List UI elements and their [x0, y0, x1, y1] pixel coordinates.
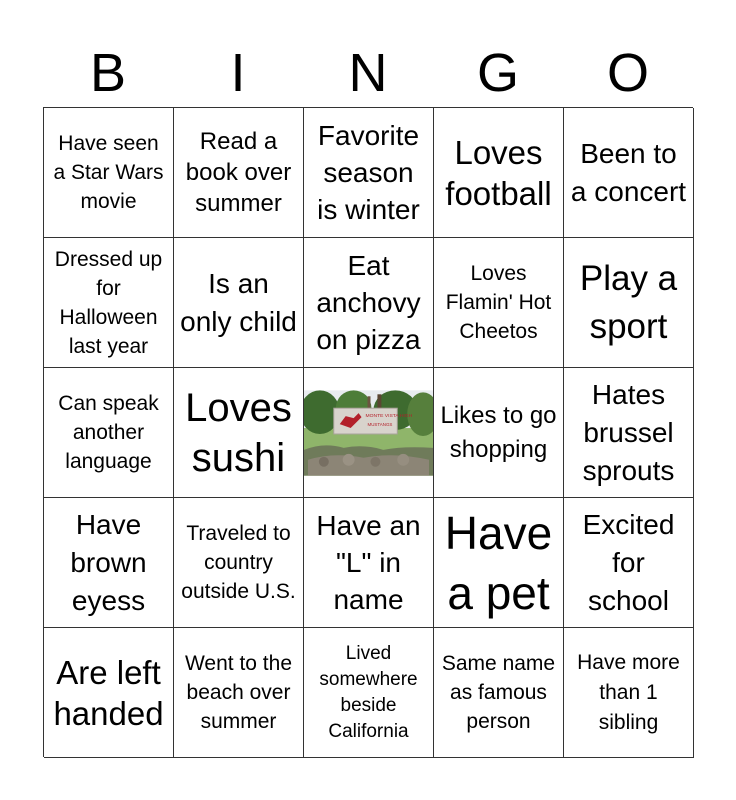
- cell-label: Have more than 1 sibling: [577, 650, 680, 734]
- cell-r1-c3[interactable]: [304, 108, 434, 238]
- bingo-header: [43, 40, 693, 106]
- cell-label: Read a book over summer: [185, 128, 292, 217]
- cell-label: Eat anchovy on pizza: [316, 250, 421, 355]
- cell-r1-c1[interactable]: [44, 108, 174, 238]
- cell-label: Loves sushi: [185, 385, 292, 480]
- cell-r3-c5[interactable]: [564, 368, 694, 498]
- cell-r2-c1[interactable]: [44, 238, 174, 368]
- cell-r1-c2[interactable]: [174, 108, 304, 238]
- cell-label: Been to a concert: [570, 137, 687, 207]
- school-sign-photo-icon: [304, 390, 433, 476]
- cell-label: Excited for school: [582, 508, 675, 616]
- cell-r2-c3[interactable]: [304, 238, 434, 368]
- cell-r4-c1[interactable]: [44, 498, 174, 628]
- cell-label: Have an "L" in name: [316, 510, 421, 615]
- cell-label: Loves Flamin' Hot Cheetos: [445, 262, 552, 343]
- header-letter-b: B: [89, 43, 127, 103]
- bingo-board: [43, 107, 693, 757]
- cell-label: Favorite season is winter: [317, 120, 420, 225]
- header-letter-g: G: [476, 43, 519, 103]
- cell-r2-c2[interactable]: [174, 238, 304, 368]
- cell-r5-c2[interactable]: [174, 628, 304, 758]
- header-letter-o: O: [606, 43, 649, 103]
- cell-r3-c4[interactable]: [434, 368, 564, 498]
- cell-r5-c1[interactable]: [44, 628, 174, 758]
- cell-label: Have a pet: [444, 506, 553, 619]
- cell-r1-c4[interactable]: [434, 108, 564, 238]
- cell-label: Have seen a Star Wars movie: [53, 132, 164, 213]
- cell-r3-c1[interactable]: [44, 368, 174, 498]
- cell-r4-c3[interactable]: [304, 498, 434, 628]
- cell-label: Dressed up for Halloween last year: [54, 247, 163, 358]
- svg-text:MONTE VISTA HIGH: MONTE VISTA HIGH: [365, 413, 413, 419]
- cell-r2-c5[interactable]: [564, 238, 694, 368]
- cell-r4-c5[interactable]: [564, 498, 694, 628]
- cell-label: Same name as famous person: [441, 652, 556, 733]
- cell-r5-c3[interactable]: [304, 628, 434, 758]
- cell-label: Hates brussel sprouts: [582, 378, 675, 486]
- cell-label: Are left handed: [53, 653, 164, 732]
- cell-r5-c4[interactable]: [434, 628, 564, 758]
- cell-label: Can speak another language: [58, 392, 159, 473]
- cell-r4-c2[interactable]: [174, 498, 304, 628]
- cell-label: Have brown eyess: [70, 508, 147, 616]
- svg-text:MUSTANGS: MUSTANGS: [367, 421, 393, 427]
- cell-r4-c4[interactable]: [434, 498, 564, 628]
- header-letter-n: N: [348, 43, 388, 103]
- cell-r3-c2[interactable]: [174, 368, 304, 498]
- cell-label: Play a sport: [579, 258, 678, 346]
- cell-label: Is an only child: [180, 267, 297, 337]
- cell-label: Loves football: [445, 133, 552, 212]
- cell-label: Went to the beach over summer: [184, 652, 292, 733]
- cell-r5-c5[interactable]: [564, 628, 694, 758]
- free-space-cell[interactable]: [304, 368, 434, 498]
- cell-r2-c4[interactable]: [434, 238, 564, 368]
- header-letter-i: I: [230, 43, 246, 103]
- cell-label: Traveled to country outside U.S.: [181, 522, 296, 603]
- cell-label: Lived somewhere beside California: [319, 642, 418, 742]
- cell-r1-c5[interactable]: [564, 108, 694, 238]
- cell-label: Likes to go shopping: [440, 401, 557, 463]
